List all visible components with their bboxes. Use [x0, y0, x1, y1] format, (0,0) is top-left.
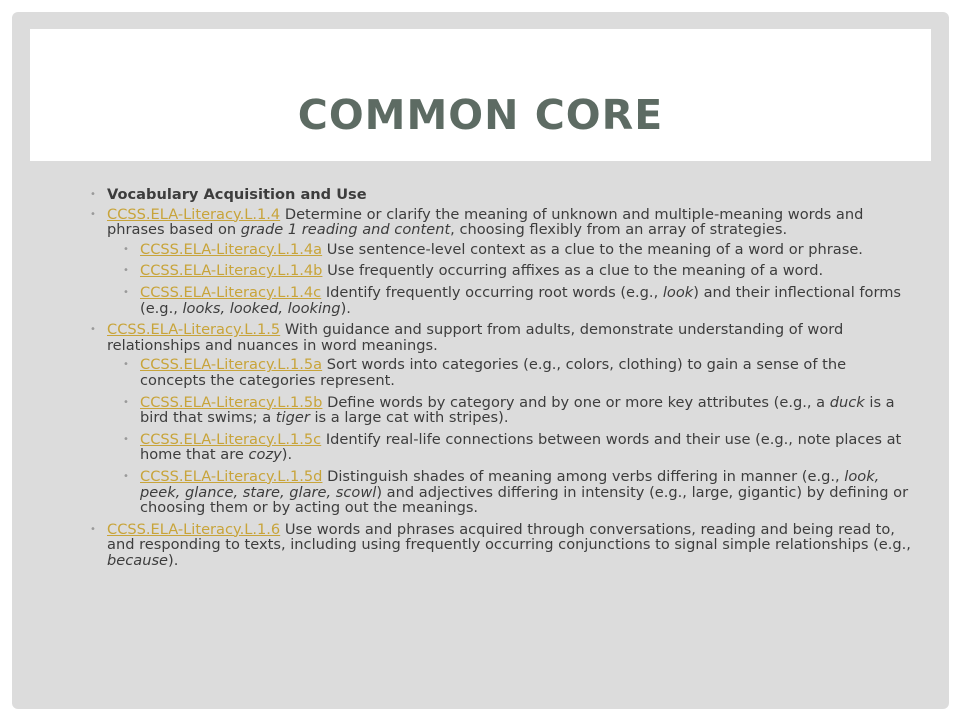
bullet-icon: • — [123, 243, 129, 255]
list-item-l-1-5: • CCSS.ELA-Literacy.L.1.5 With guidance and support from adults, demonstrate understanding of word relationships and nuances in word meanings. — [90, 321, 844, 354]
bullet-icon: • — [123, 265, 129, 277]
bullet-icon: • — [123, 359, 129, 371]
bullet-icon: • — [90, 189, 96, 200]
bullet-icon: • — [123, 433, 129, 445]
bullet-icon: • — [90, 208, 96, 220]
bullet-icon: • — [90, 324, 96, 336]
list-item-l-1-5a: • CCSS.ELA-Literacy.L.1.5a Sort words into categories (e.g., colors, clothing) to gain a sense of the concepts the categories represent. — [123, 356, 847, 389]
list-item-l-1-4: • CCSS.ELA-Literacy.L.1.4 Determine or clarify the meaning of unknown and multiple-meaning words and phrases based on grade 1 reading and content, choosing flexibly from an array of strategies. — [90, 205, 864, 239]
title-box — [30, 29, 931, 161]
bullet-icon: • — [123, 396, 129, 408]
standard-link-l-1-6[interactable]: CCSS.ELA-Literacy.L.1.6 — [107, 520, 281, 538]
standard-link-l-1-4c[interactable]: CCSS.ELA-Literacy.L.1.4c — [140, 283, 322, 301]
bullet-icon: • — [123, 470, 129, 482]
standard-link-l-1-4b[interactable]: CCSS.ELA-Literacy.L.1.4b — [140, 262, 323, 280]
standard-link-l-1-5a[interactable]: CCSS.ELA-Literacy.L.1.5a — [140, 356, 323, 374]
bullet-icon: • — [123, 286, 129, 298]
list-item-l-1-6: • CCSS.ELA-Literacy.L.1.6 Use words and phrases acquired through conversations, reading and being read to, and responding to texts, including using frequently occurring conjunctions to signal simple relationships (e.g., because). — [90, 520, 911, 569]
bullet-icon: • — [90, 523, 96, 535]
section-heading: Vocabulary Acquisition and Use — [107, 186, 367, 203]
list-item-l-1-5d: • CCSS.ELA-Literacy.L.1.5d Distinguish shades of meaning among verbs differing in manner (e.g., look, peek, glance, stare, glare, scowl) and adjectives differing in intensity (e.g., large, gigantic) by defining or choosing them or by acting out the meanings. — [123, 467, 909, 517]
list-item-l-1-5c: • CCSS.ELA-Literacy.L.1.5c Identify real-life connections between words and their use (e.g., note places at home that are cozy). — [123, 430, 902, 464]
list-item-l-1-4c: • CCSS.ELA-Literacy.L.1.4c Identify frequently occurring root words (e.g., look) and their inflectional forms (e.g., looks, looked, looking). — [123, 283, 902, 317]
list-item-l-1-4b: • CCSS.ELA-Literacy.L.1.4b Use frequently occurring affixes as a clue to the meaning of a word. — [123, 262, 824, 280]
standard-link-l-1-5[interactable]: CCSS.ELA-Literacy.L.1.5 — [107, 321, 281, 339]
slide-title: COMMON CORE — [297, 91, 664, 139]
standard-link-l-1-5d[interactable]: CCSS.ELA-Literacy.L.1.5d — [140, 467, 323, 485]
standard-link-l-1-5b[interactable]: CCSS.ELA-Literacy.L.1.5b — [140, 393, 323, 411]
slide-content — [90, 187, 912, 572]
standard-link-l-1-5c[interactable]: CCSS.ELA-Literacy.L.1.5c — [140, 430, 322, 448]
standard-link-l-1-4a[interactable]: CCSS.ELA-Literacy.L.1.4a — [140, 240, 323, 258]
list-item-l-1-4a: • CCSS.ELA-Literacy.L.1.4a Use sentence-level context as a clue to the meaning of a word or phrase. — [123, 240, 863, 258]
list-item-heading — [90, 187, 912, 203]
slide — [12, 12, 949, 709]
list-item-l-1-5b: • CCSS.ELA-Literacy.L.1.5b Define words by category and by one or more key attributes (e.g., a duck is a bird that swims; a tiger is a large cat with stripes). — [123, 393, 895, 427]
standard-link-l-1-4[interactable]: CCSS.ELA-Literacy.L.1.4 — [107, 205, 281, 223]
